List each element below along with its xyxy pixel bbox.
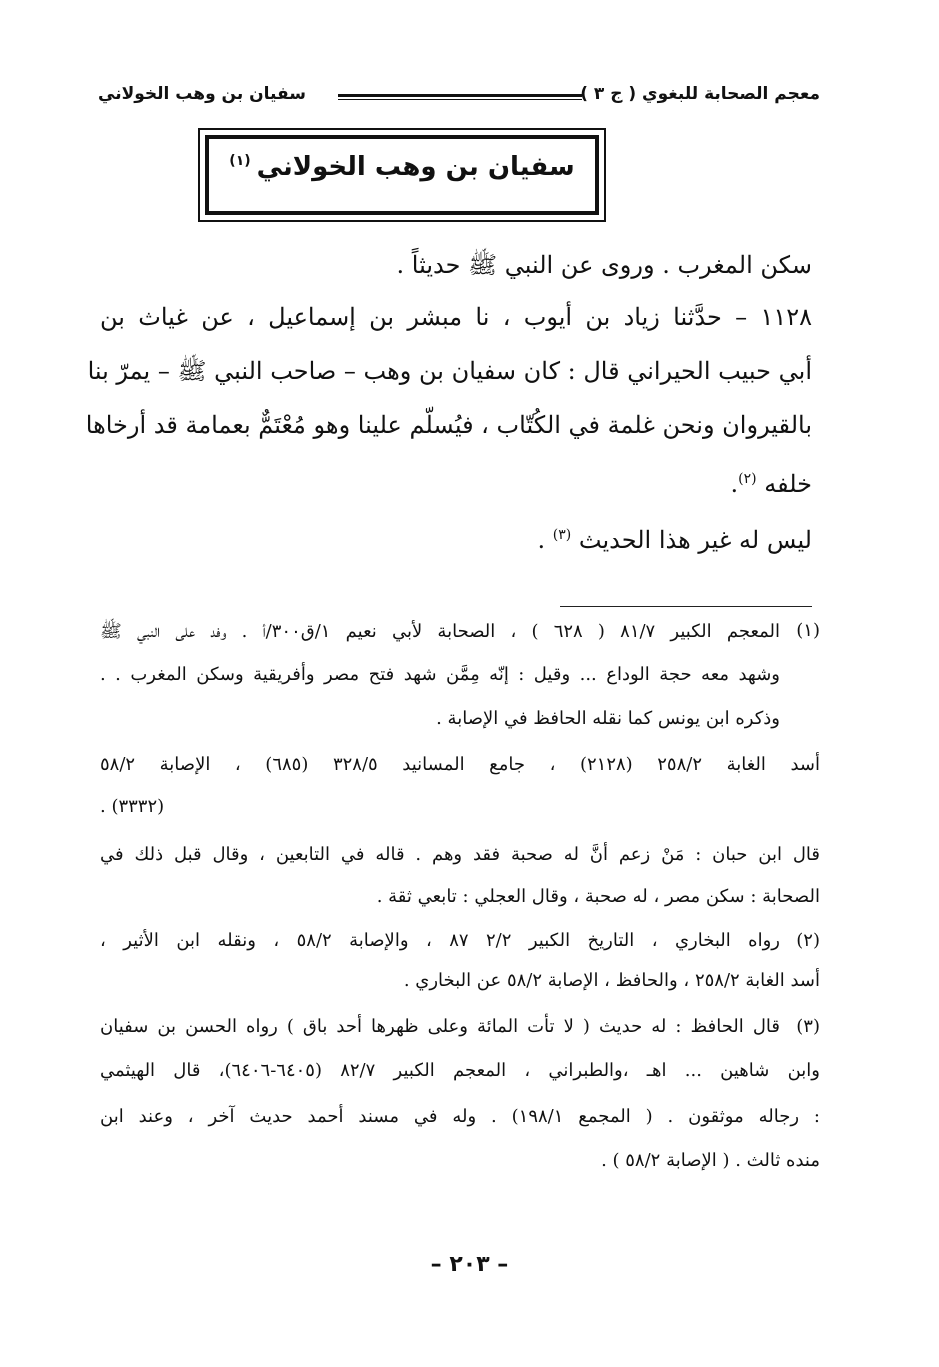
title-footnote-marker: (١) — [229, 153, 251, 170]
footnote-line: قال ابن حبان : مَنْ زعم أنَّ له صحبة فقد وهم . قاله في التابعين ، وقال قبل ذلك في — [100, 844, 820, 865]
footnote-line: المعجم الكبير ٨١/٧ ( ٦٢٨ ) ، الصحابة لأبي نعيم ١/ق٣٠٠/أ . وفد على النبي ﷺ — [100, 621, 781, 642]
header-rule-thin — [338, 99, 582, 100]
header-rule — [338, 94, 582, 97]
closing-end: . — [537, 526, 546, 554]
hadith-line-4-text: خلفه — [764, 470, 812, 498]
footnote-line: قال الحافظ : له حديث ( لا تأت المائة وعلى ظهرها أحد باق ) رواه الحسن بن سفيان — [100, 1016, 780, 1037]
footnote-2 — [100, 930, 820, 1010]
footnote-line: : رجاله موثقون . ( المجمع ١٩٨/١) . وله في مسند أحمد حديث آخر ، وعند ابن — [100, 1106, 820, 1127]
footnote-line: أسد الغابة ٢٥٨/٢ ، والحافظ ، الإصابة ٥٨/٢ عن البخاري . — [403, 970, 820, 991]
main-text — [85, 238, 812, 568]
hadith-line-2: أبي حبيب الحيراني قال : كان سفيان بن وهب – صاحب النبي ﷺ – يمرّ بنا — [87, 357, 812, 385]
footnote-number: (٣) — [796, 1016, 820, 1037]
footnote-separator — [560, 606, 812, 607]
header-book-title: معجم الصحابة للبغوي ( ج ٣ ) — [580, 84, 820, 104]
running-header — [98, 80, 820, 110]
footnote-line: أسد الغابة ٢٥٨/٢ (٢١٢٨) ، جامع المسانيد ٣٢٨/٥ (٦٨٥) ، الإصابة ٥٨/٢ — [100, 754, 821, 775]
hadith-line-4 — [730, 452, 812, 511]
header-entry-name: سفيان بن وهب الخولاني — [98, 84, 306, 104]
hadith-line-1: ١١٢٨ – حدَّثنا زياد بن أيوب ، نا مبشر بن إسماعيل ، عن غياث بن — [100, 303, 812, 331]
footnote-1 — [100, 620, 820, 920]
entry-title-text: سفيان بن وهب الخولاني — [256, 152, 575, 182]
hadith-footnote-marker: (٢) — [738, 471, 757, 487]
footnote-number: (٢) — [796, 930, 820, 951]
footnote-line: الصحابة : سكن مصر ، له صحبة ، وقال العجلي : تابعي ثقة . — [376, 886, 820, 907]
title-frame — [198, 128, 606, 222]
footnote-3 — [100, 1016, 820, 1186]
closing-text: ليس له غير هذا الحديث — [578, 526, 812, 554]
hadith-line-4-end: . — [730, 470, 739, 498]
closing-footnote-marker: (٣) — [552, 527, 572, 543]
footnote-line: رواه البخاري ، التاريخ الكبير ٢/٢ ٨٧ ، والإصابة ٥٨/٢ ، ونقله ابن الأثير ، — [100, 930, 781, 951]
footnote-number: (١) — [796, 620, 820, 641]
footnote-line: وشهد معه حجة الوداع ... وقيل : إنّه مِمَّن شهد فتح مصر وأفريقية وسكن المغرب . . — [100, 664, 780, 685]
hadith-line-3: بالقيروان ونحن غلمة في الكُتّاب ، فيُسلّم علينا وهو مُعْتَمٌّ بعمامة قد أرخاها — [85, 411, 812, 439]
footnote-line: منده ثالث . ( الإصابة ٥٨/٢ ) . — [601, 1150, 820, 1171]
entry-title — [200, 152, 604, 182]
closing-line — [537, 508, 812, 567]
intro-line: سكن المغرب . وروى عن النبي ﷺ حديثاً . — [396, 251, 812, 279]
footnote-line: وذكره ابن يونس كما نقله الحافظ في الإصابة . — [436, 708, 780, 729]
footnote-line: (٣٣٣٢) . — [100, 796, 165, 817]
footnote-line: وابن شاهين ... اهـ ،والطبراني ، المعجم الكبير ٨٢/٧ (٦٤٠٥-٦٤٠٦)، قال الهيثمي — [100, 1060, 821, 1081]
page-number: – ٢٠٣ – — [430, 1252, 509, 1277]
